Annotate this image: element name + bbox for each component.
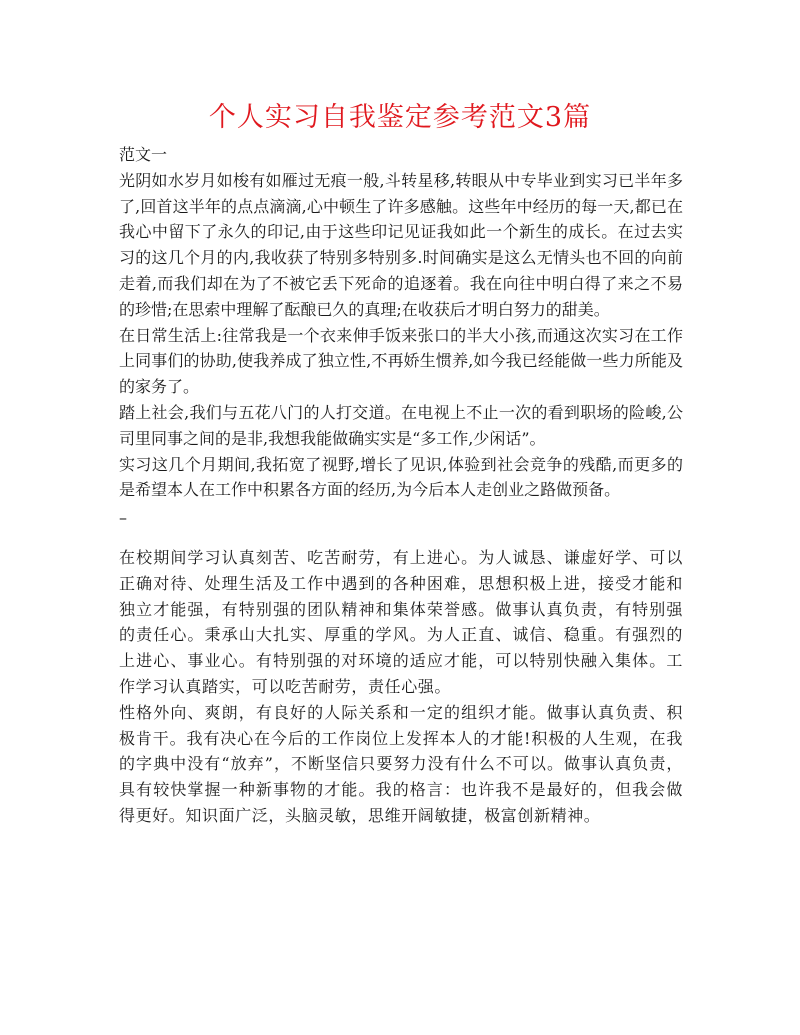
document-body — [119, 142, 683, 829]
paragraph-personality: 性格外向、爽朗，有良好的人际关系和一定的组织才能。做事认真负责、积极肯干。我有决心在今后的工作岗位上发挥本人的才能!积极的人生观，在我的字典中没有“放弃”，不断坚信只要努力没有什么不可以。做事认真负责，具有较快掌握一种新事物的才能。我的格言：也许我不是最好的，但我会做得更好。知识面广泛，头脑灵敏，思维开阔敏捷，极富创新精神。 — [119, 702, 683, 825]
section-label-fanwen-1: 范文一 — [119, 145, 168, 164]
paragraph-intro: 光阴如水岁月如梭有如雁过无痕一般,斗转星移,转眼从中专毕业到实习已半年多了,回首这半年的点点滴滴,心中顿生了许多感触。这些年中经历的每一天,都已在我心中留下了永久的印记,由于这些印记见证我如此一个新生的成长。在过去实习的这几个月的内,我收获了特别多特别多.时间确实是这么无情头也不回的向前走着,而我们却在为了不被它丢下死命的追逐着。我在向往中明白得了来之不易的珍惜;在思索中理解了酝酿已久的真理;在收获后才明白努力的甜美。 — [119, 170, 683, 319]
document-title: 个人实习自我鉴定参考范文3篇 — [208, 102, 592, 133]
section-spacer — [119, 529, 683, 545]
paragraph-society: 踏上社会,我们与五花八门的人打交道。在电视上不止一次的看到职场的险峻,公司里同事之间的是非,我想我能做确实实是“多工作,少闲话”。 — [119, 402, 683, 448]
section-separator: – — [119, 508, 127, 528]
paragraph-internship-gains: 实习这几个月期间,我拓宽了视野,增长了见识,体验到社会竞争的残酷,而更多的是希望本人在工作中积累各方面的经历,为今后本人走创业之路做预备。 — [119, 454, 683, 500]
paragraph-study-attitude: 在校期间学习认真刻苦、吃苦耐劳，有上进心。为人诚恳、谦虚好学、可以正确对待、处理生活及工作中遇到的各种困难，思想积极上进，接受才能和独立才能强，有特别强的团队精神和集体荣誉感。做事认真负责，有特别强的责任心。秉承山大扎实、厚重的学风。为人正直、诚信、稳重。有强烈的上进心、事业心。有特别强的对环境的适应才能，可以特别快融入集体。工作学习认真踏实，可以吃苦耐劳，责任心强。 — [119, 547, 683, 696]
paragraph-daily-life: 在日常生活上:往常我是一个衣来伸手饭来张口的半大小孩,而通这次实习在工作上同事们的协助,使我养成了独立性,不再娇生惯养,如今我已经能做一些力所能及的家务了。 — [119, 325, 683, 397]
